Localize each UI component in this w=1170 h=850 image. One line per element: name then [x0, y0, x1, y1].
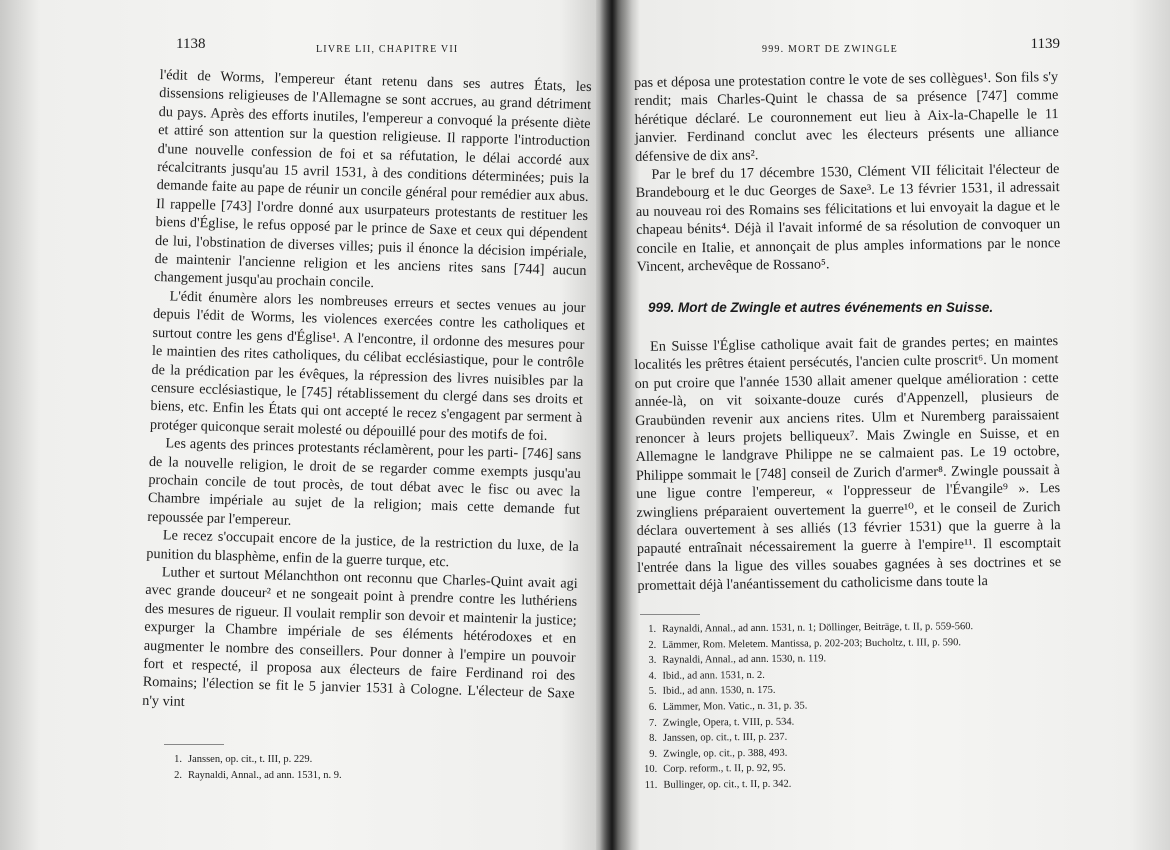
- left-page: [142, 0, 596, 850]
- left-page-body: [142, 66, 592, 722]
- left-running-head: LIVRE LII, CHAPITRE VII: [316, 44, 459, 55]
- footnote: 2. Raynaldi, Annal., ad ann. 1531, n. 9.: [174, 769, 342, 781]
- paragraph: Le recez s'occupait encore de la justice, de la restriction du luxe, de la punition du blasphème, enfin de la guerre turque, etc.: [146, 527, 579, 570]
- footnote: 8. Janssen, op. cit., t. III, p. 237.: [649, 731, 788, 745]
- footnote: 7. Zwingle, Opera, t. VIII, p. 534.: [648, 716, 795, 729]
- footnote: 1. Janssen, op. cit., t. III, p. 229.: [174, 754, 313, 765]
- right-page-top-text: [634, 68, 1061, 276]
- left-page-header: [150, 0, 596, 60]
- paragraph: pas et déposa une protestation contre le vote de ses collègues¹. Son fils s'y rendit; mais Charles-Quint le chassa de sa présence [747] comme hérétique déclaré. Le couronnement eut lieu à Aix-la-Chapelle le 11 janvier. Ferdinand conclut avec les électeurs présents une alliance défensive de dix ans².: [634, 69, 1059, 165]
- footnote: 6. Lämmer, Mon. Vatic., n. 31, p. 35.: [648, 700, 808, 713]
- paragraph: En Suisse l'Église catholique avait fait de grandes pertes; en maintes localités les prêtres étaient persécutés, l'ancien culte proscrit⁶. Un moment on put croire que l'année 1530 allait amener quelque amélioration : cette année-là, on vit soixante-douze curés d'Appenzell, plusieurs de Graubünden revenir aux anciens rites. Ulm et Nuremberg paraissaient renoncer à leurs projets belliqueux⁷. Mais Zwingle en Suisse, et en Allemagne le landgrave Philippe ne se calmaient pas. Le 19 octobre, Philippe sommait le [748] conseil de Zurich d'armer⁸. Zwingle poussait à une ligue contre l'empereur, « l'oppresseur de l'Évangile⁹ ». Les zwingliens préparaient ouvertement la guerre¹⁰, et le conseil de Zurich déclara ouvertement à ses alliés (13 février 1531) que la guerre à la papauté entraînait nécessairement la guerre à l'empire¹¹. Il escomptait l'entrée dans la ligue des villes souabes gagnées à ses doctrines et se promettait déjà l'anéantissement du catholicisme dans toute la: [634, 333, 1062, 595]
- footnote: 2. Lämmer, Rom. Meletem. Mantissa, p. 202-203; Bucholtz, t. III, p. 590.: [648, 636, 962, 651]
- footnote: 4. Ibid., ad ann. 1531, n. 2.: [648, 669, 765, 682]
- footnote: 10. Corp. reform., t. II, p. 92, 95.: [644, 763, 786, 776]
- left-page-number: 1138: [176, 36, 206, 52]
- footnote: 5. Ibid., ad ann. 1530, n. 175.: [648, 685, 776, 698]
- right-page-number: 1139: [1030, 36, 1060, 52]
- book-gutter-shadow: [596, 0, 632, 850]
- footnote-divider: [164, 744, 224, 745]
- paragraph: l'édit de Worms, l'empereur étant retenu dans ses autres États, les dissensions religieuses de l'Allemagne se sont accrues, au grand détriment du pays. Après des efforts inutiles, l'empereur a convoqué la présente diète et attiré son attention sur la question religieuse. Il rapporte l'introduction d'une nouvelle confession de foi et sa réfutation, le délai accordé aux récalcitrants jusqu'au 15 avril 1531, à des conditions déterminées; puis la demande faite au pape de réunir un concile général pour remédier aux abus. Il rappelle [743] l'ordre donné aux usurpateurs protestants de restituer les biens d'Église, le refus opposé par le prince de Saxe et ceux qui dépendent de lui, l'obstination de diverses villes; puis il énonce la décision impériale, de maintenir l'ancienne religion et les anciens rites sans [744] aucun changement jusqu'au prochain concile.: [153, 66, 592, 292]
- right-page: [634, 0, 1060, 850]
- paragraph: Par le bref du 17 décembre 1530, Clément VII félicitait l'électeur de Brandebourg et le duc Georges de Saxe³. Le 13 février 1531, il adressait au nouveau roi des Romains ses félicitations et lui envoyait la dague et le chapeau bénits⁴. Déjà il l'avait informé de sa résolution de convoquer un concile en Italie, et annonçait de plus amples informations par le nonce Vincent, archevêque de Rossano⁵.: [635, 161, 1061, 276]
- footnote: 9. Zwingle, op. cit., p. 388, 493.: [649, 747, 788, 760]
- section-heading: 999. Mort de Zwingle et autres événements en Suisse.: [648, 300, 994, 315]
- paragraph: L'édit énumère alors les nombreuses erreurs et sectes venues au jour depuis l'édit de Worms, les violences exercées contre les catholiques et surtout contre les gens d'Église¹. A l'encontre, il ordonne des mesures pour le maintien des rites catholiques, du célibat ecclésiastique, pour le contrôle de la prédication par les évêques, la répression des livres nuisibles par la censure ecclésiastique, le [745] rétablissement du clergé dans ses droits et biens, etc. Enfin les États qui ont accepté le recez s'engagent par serment à protéger quiconque serait molesté ou dépouillé pour des motifs de foi.: [149, 288, 586, 444]
- left-footnotes: [164, 752, 564, 783]
- right-footnotes: [638, 618, 1059, 793]
- right-running-head: 999. MORT DE ZWINGLE: [762, 44, 898, 55]
- paragraph: Les agents des princes protestants réclamèrent, pour les parti- [746] sans de la nouvelle religion, le droit de se regarder comme exempts jusqu'au prochain concile de tout procès, de tout débat avec le fisc ou avec la Chambre impériale au sujet de la religion; mais cette demande fut repoussée par l'empereur.: [147, 435, 582, 529]
- right-page-section-body: [634, 332, 1062, 596]
- paragraph: Luther et surtout Mélanchthon ont reconnu que Charles-Quint avait agi avec grande douceur² et ne songeait point à prendre contre les luthériens des mesures de rigueur. Il voulait remplir son devoir et maintenir la justice; expurger la Chambre impériale de ses éléments hétérodoxes et en augmenter le nombre des conseillers. Pour donner à l'empire un pouvoir fort et respecté, il proposa aux électeurs de faire Ferdinand roi des Romains; l'élection se fit le 5 janvier 1531 à Cologne. L'électeur de Saxe n'y vint: [142, 564, 578, 710]
- footnote: 11. Bullinger, op. cit., t. II, p. 342.: [644, 778, 792, 791]
- right-page-header: [634, 0, 1060, 60]
- footnote: 3. Raynaldi, Annal., ad ann. 1530, n. 119.: [648, 653, 827, 667]
- footnote: 1. Raynaldi, Annal., ad ann. 1531, n. 1; Döllinger, Beiträge, t. II, p. 559-560.: [648, 621, 974, 635]
- footnote-divider: [640, 614, 700, 615]
